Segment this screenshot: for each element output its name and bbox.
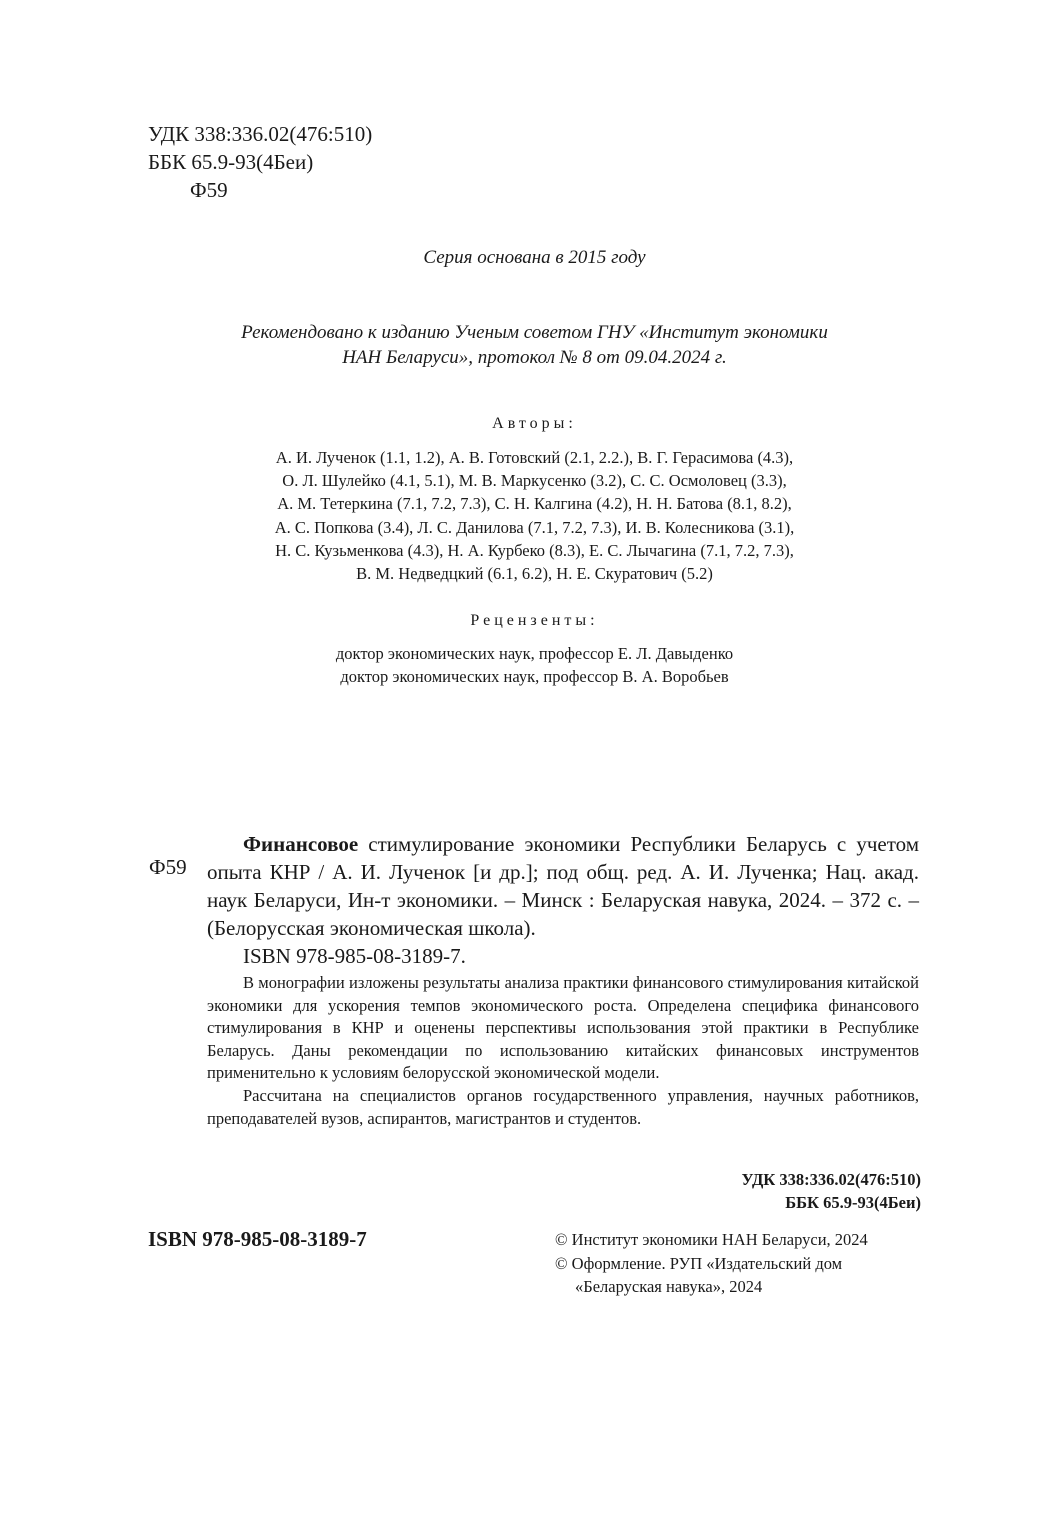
copyright-line: © Институт экономики НАН Беларуси, 2024 — [555, 1230, 868, 1249]
udk-code: УДК 338:336.02(476:510) — [148, 122, 373, 146]
bibliographic-isbn: ISBN 978-985-08-3189-7. — [243, 944, 466, 968]
authors-line: О. Л. Шулейко (4.1, 5.1), М. В. Маркусенко (3.2), С. С. Осмоловец (3.3), — [282, 471, 787, 491]
recommendation-line: НАН Беларуси», протокол № 8 от 09.04.2024 г. — [342, 347, 727, 368]
authors-line: Н. С. Кузьменкова (4.3), Н. А. Курбеко (8.3), Е. С. Лычагина (7.1, 7.2, 7.3), — [275, 540, 794, 560]
bibliographic-text — [207, 830, 919, 942]
abstract — [207, 972, 919, 1130]
footer-bbk: ББК 65.9-93(4Беи) — [785, 1193, 921, 1212]
bbk-code: ББК 65.9-93(4Беи) — [148, 150, 314, 174]
recommendation-note — [0, 320, 1058, 370]
footer-udk: УДК 338:336.02(476:510) — [741, 1170, 921, 1189]
footer-classification — [742, 1168, 922, 1214]
description-text: стимулирование экономики Республики Беларусь с учетом опыта КНР / А. И. Лученок [и др.]; под общ. ред. А. И. Лученка; Нац. акад. наук Беларуси, Ин-т экономики. – Минск : Беларуская навука, 2024. – 372 с. – (Белорусская экономическая школа). — [207, 832, 919, 940]
recommendation-line: Рекомендовано к изданию Ученым советом ГНУ «Институт экономики — [241, 322, 828, 343]
classification-codes — [148, 120, 372, 204]
reviewer-line: доктор экономических наук, профессор В. А. Воробьев — [340, 667, 729, 686]
bibliographic-description — [207, 830, 919, 970]
isbn-footer: ISBN 978-985-08-3189-7 — [148, 1227, 367, 1251]
reviewer-line: доктор экономических наук, профессор Е. Л. Давыденко — [335, 644, 734, 663]
authors-list — [0, 446, 1058, 585]
author-mark: Ф59 — [190, 178, 228, 202]
series-note: Серия основана в 2015 году — [423, 247, 646, 268]
title-keyword: Финансовое — [243, 832, 359, 856]
authors-line: А. М. Тетеркина (7.1, 7.2, 7.3), С. Н. Калгина (4.2), Н. Н. Батова (8.1, 8.2), — [277, 494, 792, 514]
authors-line: В. М. Недведцкий (6.1, 6.2), Н. Е. Скуратович (5.2) — [356, 564, 713, 584]
copyright-line: © Оформление. РУП «Издательский дом — [555, 1253, 843, 1273]
copyright-line: «Беларуская навука», 2024 — [575, 1277, 763, 1296]
authors-line: А. И. Лученок (1.1, 1.2), А. В. Готовский (2.1, 2.2.), В. Г. Герасимова (4.3), — [275, 448, 794, 467]
bibliographic-code: Ф59 — [149, 855, 187, 879]
reviewers-list — [0, 642, 1058, 688]
authors-heading: Авторы: — [492, 415, 577, 432]
copyright-block — [555, 1228, 868, 1299]
reviewers-heading: Рецензенты: — [470, 612, 599, 629]
abstract-paragraph: Рассчитана на специалистов органов государственного управления, научных работников, преподавателей вузов, аспирантов, магистрантов и студентов. — [207, 1085, 919, 1128]
abstract-paragraph: В монографии изложены результаты анализа практики финансового стимулирования китайской экономики для ускорения темпов экономического роста. Определена специфика финансового стимулирования в КНР и оценены перспективы использования этой практики в Республике Беларусь. Даны рекомендации по использованию китайских финансовых инструментов применительно к условиям белорусской экономической модели. — [207, 973, 919, 1083]
authors-line: А. С. Попкова (3.4), Л. С. Данилова (7.1, 7.2, 7.3), И. В. Колесникова (3.1), — [274, 517, 795, 537]
